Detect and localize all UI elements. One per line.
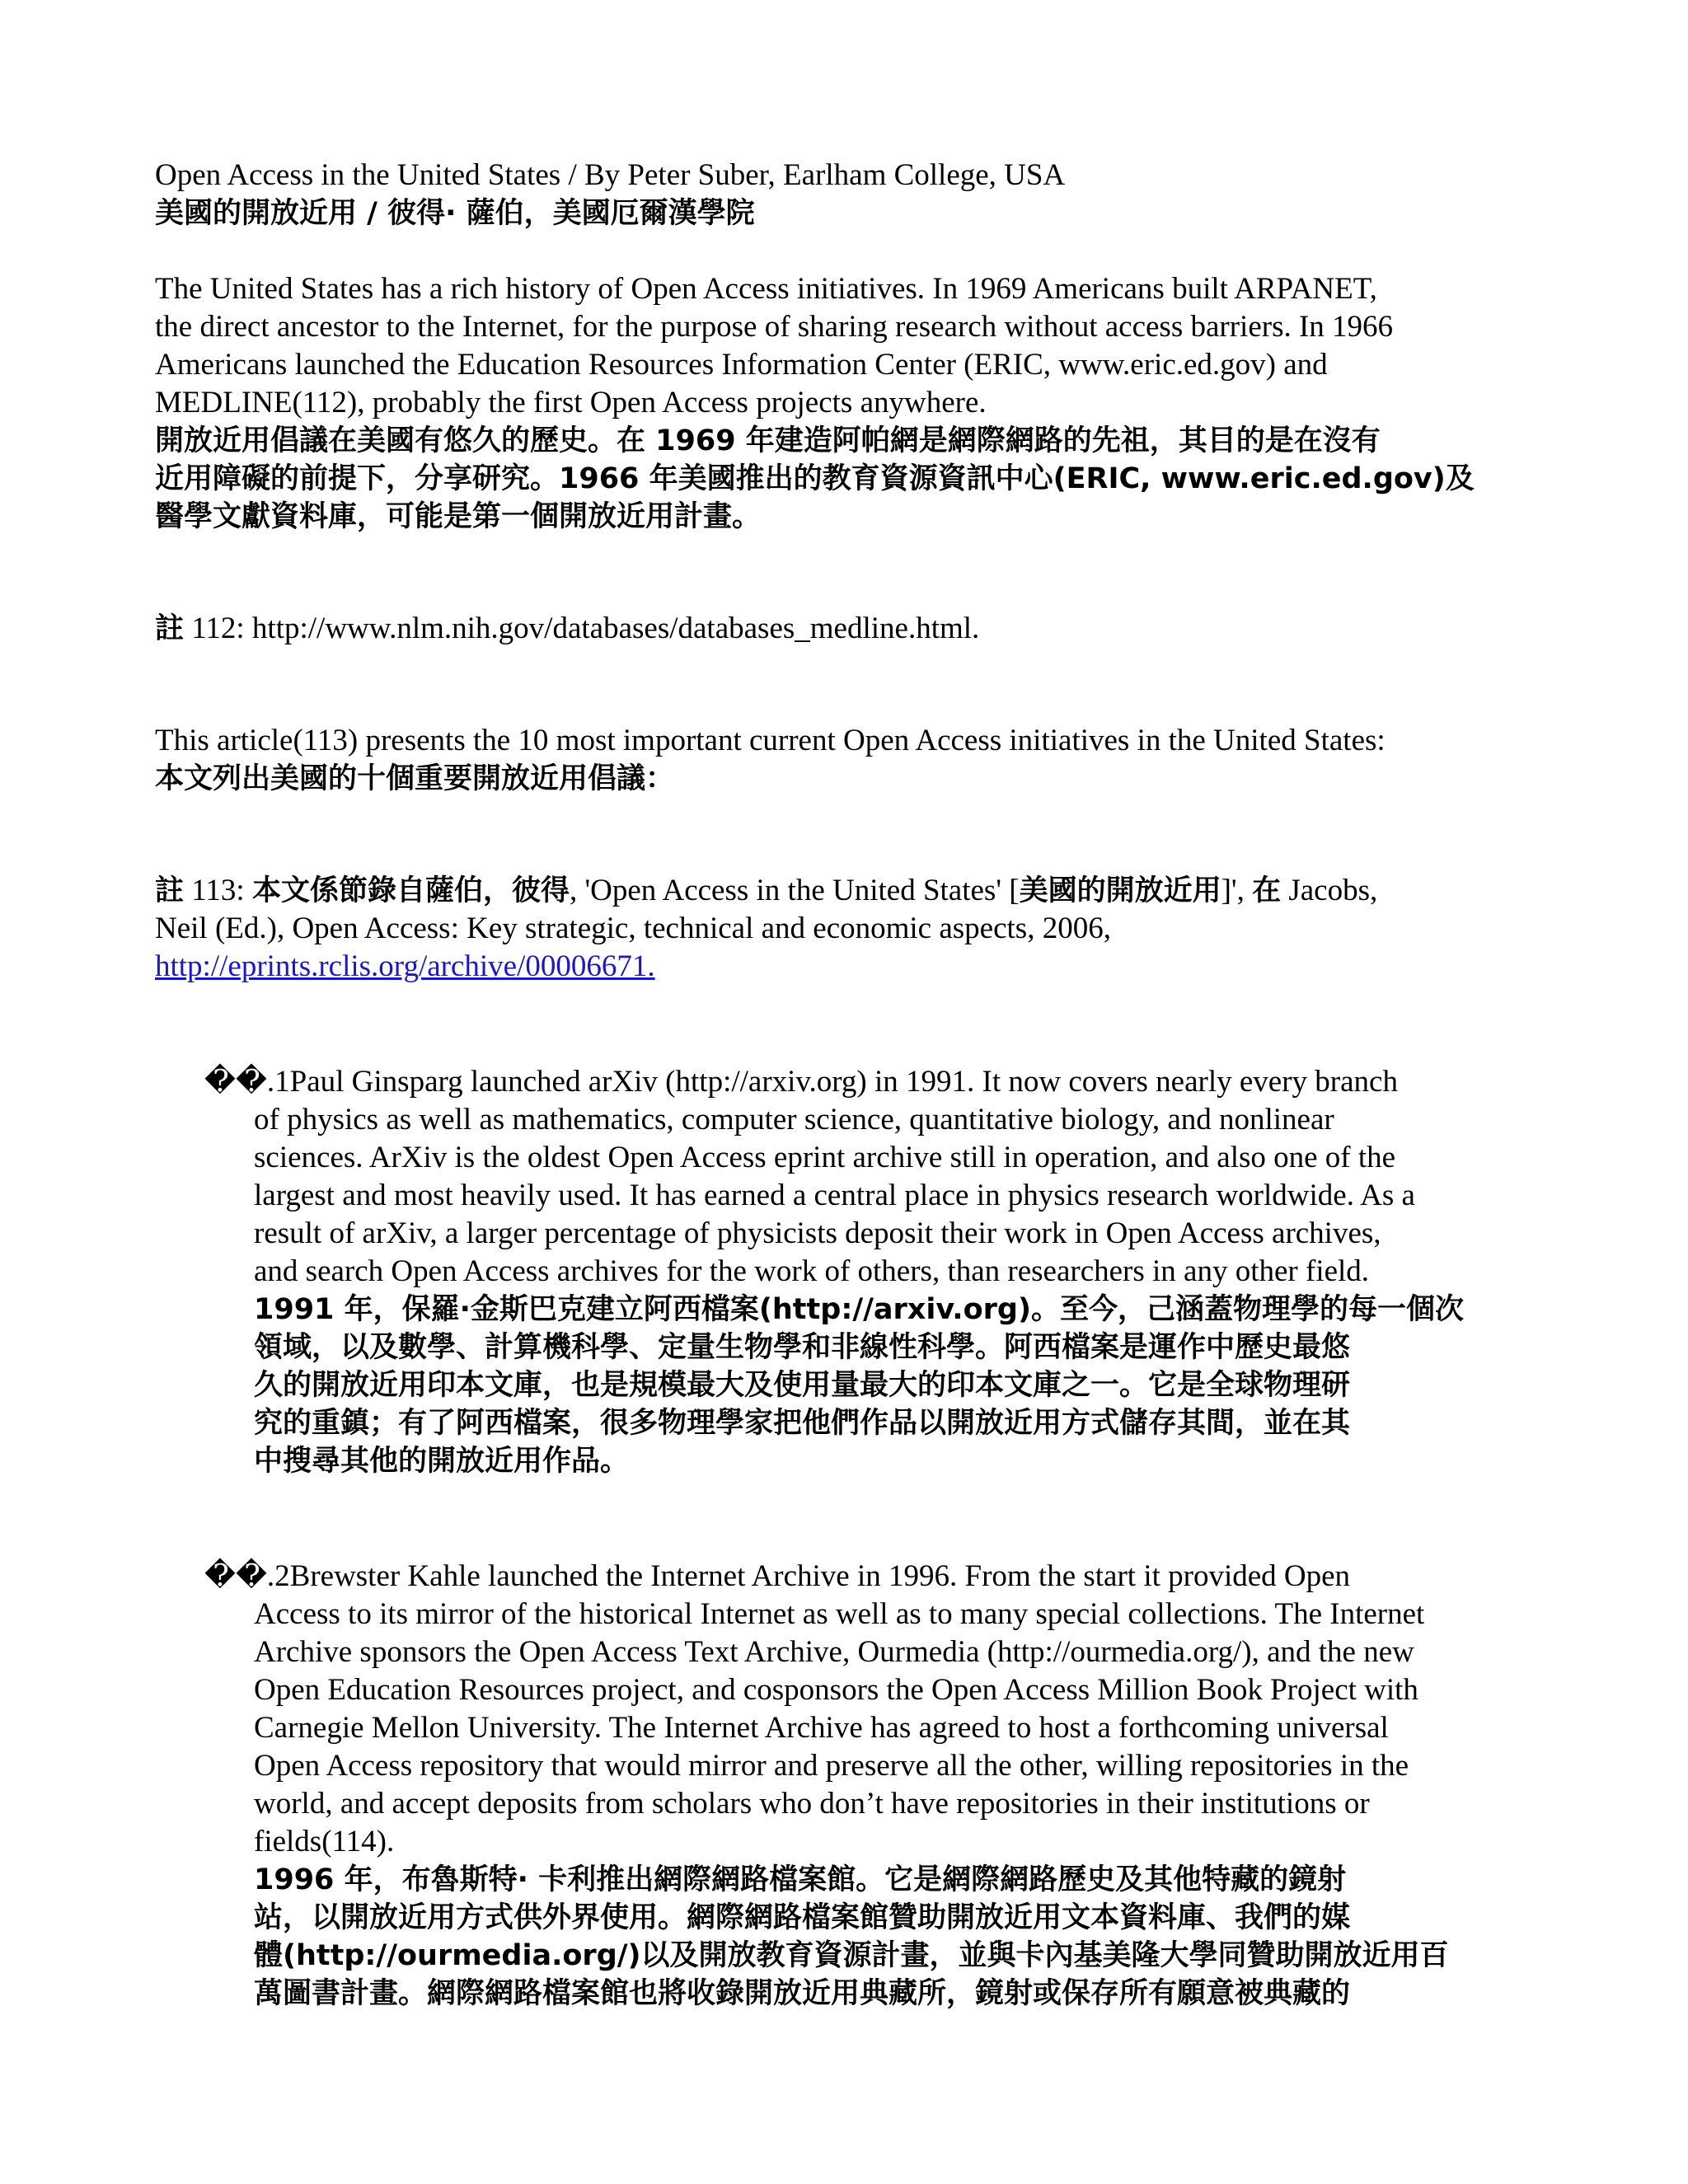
footnote-113-text-1: , 'Open Access in the United States' [ (569, 874, 1020, 907)
article-intro (155, 722, 1540, 798)
list-item-english: of physics as well as mathematics, computer science, quantitative biology, and nonlinear sciences. ArXiv is the oldest Open Access eprint archive still in operation, and also one of the largest and most heavily used. It has earned a central place in physics research worldwide. As a result of arXiv, a larger percentage of physicists deposit their work in Open Access archives, and search Open Access archives for the work of others, than researchers in any other field. (254, 1103, 1415, 1288)
title-chinese: 美國的開放近用 / 彼得· 薩伯，美國厄爾漢學院 (155, 197, 755, 230)
footnote-marker: 註 (155, 612, 185, 645)
footnote-113-zh-3: 在 (1252, 874, 1282, 907)
list-item (204, 1063, 1540, 1480)
list-item-bullet: ��.2 (204, 1559, 290, 1593)
list-item-first-line: Paul Ginsparg launched arXiv (http://arxiv.org) in 1991. It now covers nearly every branch (289, 1065, 1398, 1099)
list-item-bullet: ��.1 (204, 1065, 290, 1099)
footnote-113-text-3: Jacobs, Neil (Ed.), Open Access: Key strategic, technical and economic aspects, 2006, (155, 874, 1378, 945)
list-item-first-line: Brewster Kahle launched the Internet Archive in 1996. From the start it provided Open (289, 1559, 1351, 1593)
footnote-marker: 註 (155, 874, 185, 907)
article-intro-english: This article(113) presents the 10 most important current Open Access initiatives in the United States: (155, 724, 1386, 757)
list-item-english: Access to its mirror of the historical Internet as well as to many special collections. The Internet Archive sponsors the Open Access Text Archive, Ourmedia (http://ourmedia.org/), and the new Open Education Resources project, and cosponsors the Open Access Million Book Project with Carnegie Mellon University. The Internet Archive has agreed to host a forthcoming universal Open Access repository that would mirror and preserve all the other, willing repositories in the world, and accept deposits from scholars who don’t have repositories in their institutions or fields(114). (254, 1597, 1425, 1858)
footnote-113 (155, 872, 1540, 986)
footnote-112 (155, 610, 1540, 648)
intro-chinese: 開放近用倡議在美國有悠久的歷史。在 1969 年建造阿帕網是網際網路的先祖，其目的是在沒有 近用障礙的前提下，分享研究。1966 年美國推出的教育資源資訊中心(ERIC, www.eric.ed.gov)及 醫學文獻資料庫，可能是第一個開放近用計畫。 (155, 424, 1475, 533)
list-item-chinese: 1991 年，保羅·金斯巴克建立阿西檔案(http://arxiv.org)。至今，己涵蓋物理學的每一個次 領域，以及數學、計算機科學、定量生物學和非線性科學。阿西檔案是運作中歷史最悠 久的開放近用印本文庫，也是規模最大及使用量最大的印本文庫之一。它是全球物理研 究的重鎮；有了阿西檔案，很多物理學家把他們作品以開放近用方式儲存其間，並在其 中搜尋其他的開放近用作品。 (254, 1293, 1464, 1478)
title-block (155, 157, 1540, 232)
list-item (204, 1558, 1540, 2013)
intro-paragraph (155, 270, 1540, 536)
intro-english: The United States has a rich history of Open Access initiatives. In 1969 Americans built ARPANET, the direct ancestor to the Internet, for the purpose of sharing research without access barriers. In 1966 Americans launched the Education Resources Information Center (ERIC, www.eric.ed.gov) and MEDLINE(112), probably the first Open Access projects anywhere. (155, 272, 1394, 419)
title-english: Open Access in the United States / By Peter Suber, Earlham College, USA (155, 158, 1066, 192)
footnote-113-zh-2: 美國的開放近用 (1019, 874, 1221, 907)
footnote-113-text-2: ]', (1221, 874, 1253, 907)
article-intro-chinese: 本文列出美國的十個重要開放近用倡議： (155, 762, 675, 795)
footnote-112-text: 112: http://www.nlm.nih.gov/databases/databases_medline.html. (184, 612, 980, 645)
footnote-113-num: 113: (184, 874, 252, 907)
list-item-chinese: 1996 年，布魯斯特· 卡利推出網際網路檔案館。它是網際網路歷史及其他特藏的鏡射 站，以開放近用方式供外界使用。網際網路檔案館贊助開放近用文本資料庫、我們的媒 體(http://ourmedia.org/)以及開放教育資源計畫，並與卡內基美隆大學同贊助開放近用百 萬圖書計畫。網際網路檔案館也將收錄開放近用典藏所，鏡射或保存所有願意被典藏的 (254, 1863, 1449, 2010)
footnote-113-zh-1: 本文係節錄自薩伯，彼得 (251, 874, 570, 907)
eprints-link[interactable]: http://eprints.rclis.org/archive/00006671. (155, 949, 655, 983)
